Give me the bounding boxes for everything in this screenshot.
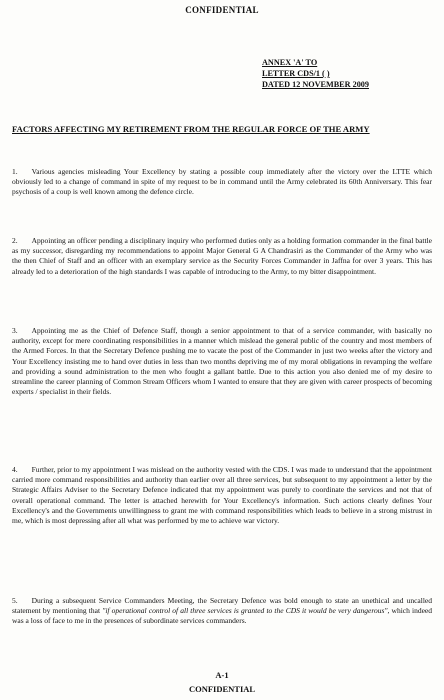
paragraph-text-end: , which indeed was a loss of face to me in the presences of subordinate services commanders. [12,606,433,626]
classification-header: CONFIDENTIAL [185,5,259,15]
page-number: A-1 [215,670,229,680]
paragraph-number: 1. [12,167,18,176]
paragraph-number: 4. [12,465,18,474]
paragraph-number: 2. [12,236,18,245]
paragraph-3 [12,326,432,397]
letter-date: DATED 12 NOVEMBER 2009 [262,80,369,89]
paragraph-text: Appointing me as the Chief of Defence Staff, though a senior appointment to that of a service commander, with basically no authority, except for mere coordinating responsibilities in a manner which mislead the general public of the country and most members of the Armed Forces. In that the Secretary Defence pushing me to vacate the post of the Commander in just two weeks after the victory and Your Excellency insisting me to hand over duties in less than two months depriving me of my moral obligations in revamping the welfare and providing a sound administration to the men who fought a gallant battle. Due to this action you also denied me of my desire to streamline the career planning of Common Stream Officers whom I wanted to ensure that they are given with career prospects of becoming experts / specialist in their fields. [12,326,432,397]
document-heading: FACTORS AFFECTING MY RETIREMENT FROM THE REGULAR FORCE OF THE ARMY [12,124,370,134]
paragraph-number: 3. [12,326,18,335]
paragraph-text: Further, prior to my appointment I was mislead on the authority vested with the CDS. I was made to understand that the appointment carried more command responsibilities and authority than earlier over all three services, but subsequent to my appointment a letter by the Strategic Affairs Adviser to the Secretary Defence indicated that my appointment was purely to coordinate the services and not that of overall operational command. The letter is attached herewith for Your Excellency's information. Such actions clearly defines Your Excellency's and the Governments unwillingness to grant me with command responsibilities which leads to believe in a strong mistrust in me, which is most depressing after all what was performed by me to achieve war victory. [12,465,432,526]
annex-line: ANNEX 'A' TO [262,58,318,67]
paragraph-number: 5. [12,596,18,605]
paragraph-4 [12,465,432,526]
letter-reference: LETTER CDS/1 ( ) [262,69,330,78]
paragraph-text: Appointing an officer pending a disciplinary inquiry who performed duties only as a holding formation commander in the final battle as my successor, disregarding my recommendations to appoint Major General G A Chandrasiri as the Commander of the Army who was the then Chief of Staff and an officer with an exemplary service as the Security Forces Commander in Jaffna for over 3 years. This has already led to a deterioration of the high standards I was capable of introducing to the Army, to my bitter disappointment. [12,236,432,276]
paragraph-text: During a subsequent Service Commanders Meeting, the Secretary Defence was bold enough to state an unethical and uncalled statement by mentioning that [12,596,432,616]
quoted-statement: "if operational control of all three services is granted to the CDS it would be very dangerous" [102,606,388,616]
annex-reference [262,57,369,90]
paragraph-1 [12,167,432,198]
classification-footer: CONFIDENTIAL [188,684,256,694]
paragraph-text: Various agencies misleading Your Excellency by stating a possible coup immediately after the victory over the LTTE which obviously led to a change of command in spite of my request to be in command until the Army celebrated its 60th Anniversary. This fear psychosis of a coup is well known among the defence circle. [12,167,432,197]
paragraph-2 [12,236,432,277]
paragraph-5 [12,596,432,627]
